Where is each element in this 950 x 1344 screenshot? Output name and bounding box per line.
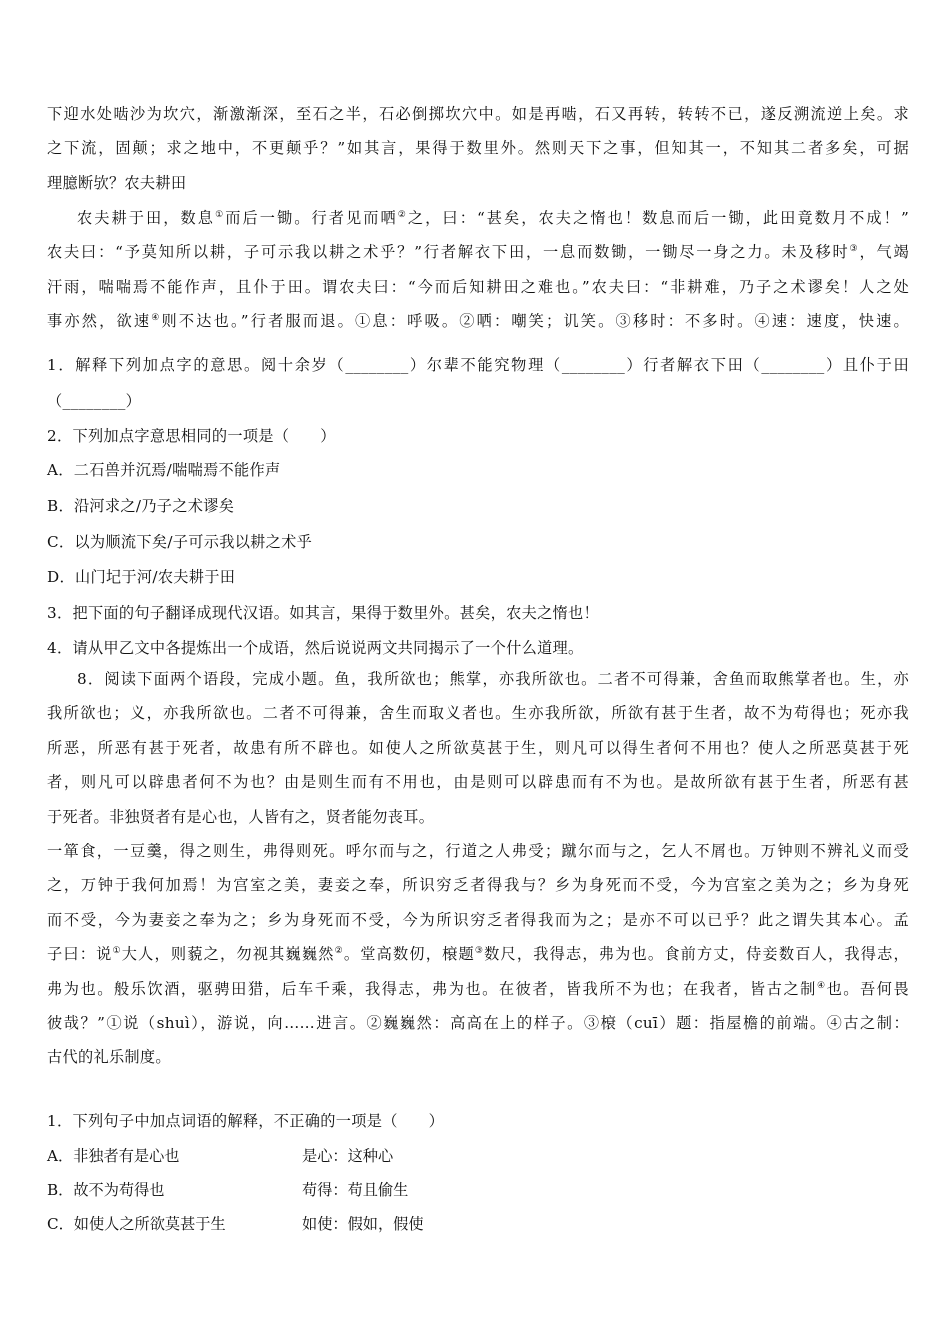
question-8-1-option-c	[47, 1207, 424, 1241]
question-1-blank: （________）	[47, 392, 142, 410]
passage-line: 所恶，所恶有甚于死者，故患有所不辟也。如使人之所欲莫甚于生，则凡可以得生者何不用也？使人之所恶莫甚于死	[47, 738, 909, 757]
question-2-option-d: D．山门圮于河/农夫耕于田	[47, 568, 236, 586]
option-sentence: C．如使人之所欲莫甚于生	[47, 1215, 226, 1233]
footnote-mark: ②	[397, 209, 408, 220]
footnote-mark: ③	[474, 946, 485, 957]
passage-line: 弗为也。般乐饮酒，驱骋田猎，后车千乘，我得志，弗为也。在彼者，皆我所不为也；在我者，皆古之制④也。吾何畏	[47, 979, 909, 998]
question-2-option-c: C．以为顺流下矣/子可示我以耕之术乎	[47, 533, 313, 551]
passage-line: 农夫曰：“予莫知所以耕，子可示我以耕之术乎？”行者解衣下田，一息而数锄，一锄尽一身之力。未及移时③，气竭	[47, 243, 909, 262]
passage-line: 者，则凡可以辟患者何不为也？由是则生而有不用也，由是则可以辟患而有不为也。是故所欲有甚于生者，所恶有甚	[47, 773, 909, 792]
passage-line: 汗雨，喘喘焉不能作声，且仆于田。谓农夫曰：“今而后知耕田之难也。”农夫曰：“非耕难，乃子之术谬矣！人之处	[47, 277, 909, 296]
question-3: 3．把下面的句子翻译成现代汉语。如其言，果得于数里外。甚矣，农夫之惰也！	[47, 604, 600, 622]
passage-line: 理臆断欤？农夫耕田	[47, 173, 187, 192]
question-line: 1．解释下列加点字的意思。阅十余岁（________）尔辈不能究物理（________）行者解衣下田（________）且仆于田	[47, 356, 909, 374]
question-4: 4．请从甲乙文中各提炼出一个成语，然后说说两文共同揭示了一个什么道理。	[47, 639, 584, 657]
question-8-1-option-a	[47, 1139, 393, 1173]
footnote-mark: ①	[215, 209, 226, 220]
passage-2	[47, 201, 909, 339]
option-explain: 是心：这种心	[302, 1147, 394, 1165]
footnote-mark: ④	[151, 313, 162, 324]
option-explain: 如使：假如，假使	[302, 1215, 424, 1233]
question-2-stem: 2．下列加点字意思相同的一项是（ ）	[47, 427, 336, 445]
passage-line: 而不受，今为妻妾之奉为之；乡为身死而不受，今为所识穷乏者得我而为之；是亦不可以已乎？此之谓失其本心。孟	[47, 910, 909, 929]
passage-line: 事亦然，欲速④则不达也。”行者服而退。①息：呼吸。②哂：嘲笑；讥笑。③移时：不多时。④速：速度，快速。	[47, 312, 909, 331]
passage-line: 8．阅读下面两个语段，完成小题。鱼，我所欲也；熊掌，亦我所欲也。二者不可得兼，舍鱼而取熊掌者也。生，亦	[77, 670, 909, 688]
section-8-passage	[47, 662, 909, 1075]
question-8-1-option-b	[47, 1173, 408, 1207]
passage-line: 我所欲也；义，亦我所欲也。二者不可得兼，舍生而取义者也。生亦我所欲，所欲有甚于生者，故不为苟得也；死亦我	[47, 704, 909, 723]
question-2-option-a: A．二石兽并沉焉/喘喘焉不能作声	[47, 461, 281, 479]
passage-line: 之，万钟于我何加焉！为宫室之美，妻妾之奉，所识穷乏者得我与？乡为身死而不受，今为宫室之美为之；乡为身死	[47, 876, 909, 895]
passage-line: 子曰：说①大人，则藐之，勿视其巍巍然②。堂高数仞，榱题③数尺，我得志，弗为也。食前方丈，侍妾数百人，我得志，	[47, 945, 909, 964]
passage-line: 下迎水处啮沙为坎穴，渐激渐深，至石之半，石必倒掷坎穴中。如是再啮，石又再转，转转不已，遂反溯流逆上矣。求	[47, 105, 909, 123]
footnote-mark: ①	[112, 946, 122, 957]
passage-line: 农夫耕于田，数息①而后一锄。行者见而哂②之，曰：“甚矣，农夫之惰也！数息而后一锄，此田竟数月不成！”	[77, 209, 909, 227]
option-sentence: B．故不为苟得也	[47, 1181, 165, 1199]
passage-line: 古代的礼乐制度。	[47, 1048, 171, 1067]
footnote-mark: ②	[334, 946, 344, 957]
option-explain: 苟得：苟且偷生	[302, 1181, 409, 1199]
passage-line: 之下流，固颠；求之地中，不更颠乎？”如其言，果得于数里外。然则天下之事，但知其一，不知其二者多矣，可据	[47, 139, 909, 158]
passage-line: 于死者。非独贤者有是心也，人皆有之，贤者能勿丧耳。	[47, 807, 435, 826]
passage-line: 一箪食，一豆羹，得之则生，弗得则死。呼尔而与之，行道之人弗受；蹴尔而与之，乞人不屑也。万钟则不辨礼义而受	[47, 841, 909, 860]
question-8-1-stem: 1．下列句子中加点词语的解释，不正确的一项是（ ）	[47, 1112, 445, 1130]
passage-line: 彼哉？”①说（shuì），游说，向……进言。②巍巍然：高高在上的样子。③榱（cuī）题：指屋檐的前端。④古之制：	[47, 1013, 909, 1032]
passage-1	[47, 97, 909, 200]
option-sentence: A．非独者有是心也	[47, 1147, 180, 1165]
footnote-mark: ④	[816, 980, 827, 991]
question-2-option-b: B．沿河求之/乃子之术谬矣	[47, 497, 235, 515]
footnote-mark: ③	[849, 244, 860, 255]
question-1	[47, 348, 909, 382]
